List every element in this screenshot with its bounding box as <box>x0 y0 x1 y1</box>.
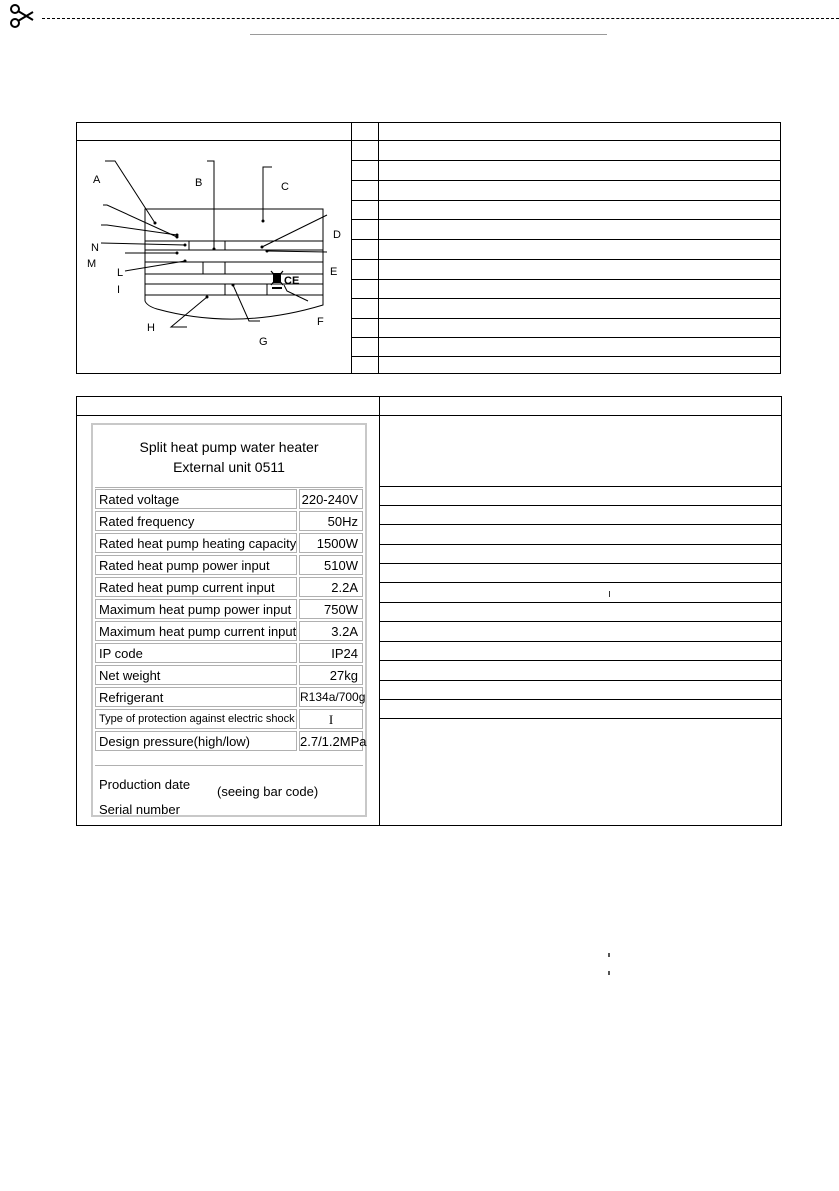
table-row-rule <box>379 486 781 487</box>
row-value: 2.2A <box>299 577 363 597</box>
row-label: Rated heat pump heating capacity <box>95 533 297 553</box>
serial-number-label: Serial number <box>99 802 180 817</box>
row-value: 50Hz <box>299 511 363 531</box>
cut-line <box>42 18 839 19</box>
header-rule <box>250 34 607 35</box>
table-row-rule <box>379 699 781 700</box>
table-row-rule <box>379 680 781 681</box>
nameplate-row <box>95 643 363 665</box>
table-row-rule <box>351 160 780 161</box>
table-row-rule <box>351 279 780 280</box>
table-row-rule <box>351 356 780 357</box>
label-b: B <box>195 177 203 189</box>
table-header-rule <box>77 415 781 416</box>
table-row-rule <box>379 621 781 622</box>
row-value: R134a/700g <box>299 687 363 707</box>
row-value: 2.7/1.2MPa <box>299 731 363 751</box>
row-label: Net weight <box>95 665 297 685</box>
row-value: IP24 <box>299 643 363 663</box>
table-row-rule <box>379 544 781 545</box>
nameplate-row <box>95 687 366 709</box>
row-value: 750W <box>299 599 363 619</box>
label-h: H <box>147 322 155 334</box>
row-label: Rated voltage <box>95 489 297 509</box>
label-a: A <box>93 174 101 186</box>
label-m: M <box>87 258 97 270</box>
row-value: 220-240V <box>299 489 363 509</box>
row-value: I <box>299 709 363 729</box>
nameplate-title-line2: External unit 0511 <box>173 459 285 475</box>
nameplate-title-line1: Split heat pump water heater <box>139 439 319 455</box>
nameplate-footer <box>95 765 363 817</box>
row-label: Rated heat pump current input <box>95 577 297 597</box>
plate-outline <box>145 209 323 319</box>
table-row-rule <box>379 660 781 661</box>
nameplate-row <box>95 665 363 687</box>
scissors-icon <box>9 3 35 29</box>
nameplate-row <box>95 709 363 731</box>
nameplate-row <box>95 599 363 621</box>
nameplate-title <box>93 437 365 477</box>
speck <box>608 971 610 975</box>
nameplate-row <box>95 489 363 511</box>
row-label: IP code <box>95 643 297 663</box>
table-row-rule <box>351 219 780 220</box>
label-c: C <box>281 181 289 193</box>
row-value: 27kg <box>299 665 363 685</box>
nameplate-divider <box>95 487 363 488</box>
row-label: Rated frequency <box>95 511 297 531</box>
label-n: N <box>91 242 99 254</box>
row-label: Maximum heat pump current input <box>95 621 297 641</box>
table-row-rule <box>379 641 781 642</box>
label-i: I <box>117 284 121 296</box>
row-label: Rated heat pump power input <box>95 555 297 575</box>
table-row-rule <box>351 180 780 181</box>
tick-mark <box>609 591 610 597</box>
bar-code-note: (seeing bar code) <box>217 784 319 799</box>
nameplate-row <box>95 621 363 643</box>
label-legend-table <box>76 122 781 374</box>
row-value: 510W <box>299 555 363 575</box>
nameplate-table <box>76 396 782 826</box>
row-value: 3.2A <box>299 621 363 641</box>
weee-bin-icon <box>271 271 283 289</box>
nameplate-diagram <box>77 141 351 373</box>
table-row-rule <box>351 200 780 201</box>
table-row-rule <box>351 337 780 338</box>
nameplate-row <box>95 533 363 555</box>
nameplate-row <box>95 731 367 753</box>
nameplate-row <box>95 555 363 577</box>
production-date-label: Production date <box>99 777 191 792</box>
production-serial <box>99 772 190 822</box>
row-label: Design pressure(high/low) <box>95 731 297 751</box>
table-row-rule <box>351 318 780 319</box>
table-row-rule <box>351 298 780 299</box>
nameplate <box>91 423 367 817</box>
row-label: Refrigerant <box>95 687 297 707</box>
row-label: Maximum heat pump power input <box>95 599 297 619</box>
row-value: 1500W <box>299 533 363 553</box>
label-d: D <box>333 229 341 241</box>
label-l: L <box>117 267 124 279</box>
table-row-rule <box>351 259 780 260</box>
table-row-rule <box>379 563 781 564</box>
table-divider <box>379 397 380 825</box>
table-row-rule <box>379 505 781 506</box>
table-row-rule <box>379 602 781 603</box>
label-g: G <box>259 336 268 348</box>
table-row-rule <box>379 524 781 525</box>
label-f: F <box>317 316 324 328</box>
nameplate-row <box>95 577 363 599</box>
label-e: E <box>330 266 338 278</box>
ce-mark: CE <box>284 275 300 287</box>
table-row-rule <box>379 718 781 719</box>
nameplate-row <box>95 511 363 533</box>
table-row-rule <box>379 582 781 583</box>
speck <box>608 953 610 957</box>
table-row-rule <box>351 239 780 240</box>
row-label: Type of protection against electric shock <box>95 709 297 729</box>
